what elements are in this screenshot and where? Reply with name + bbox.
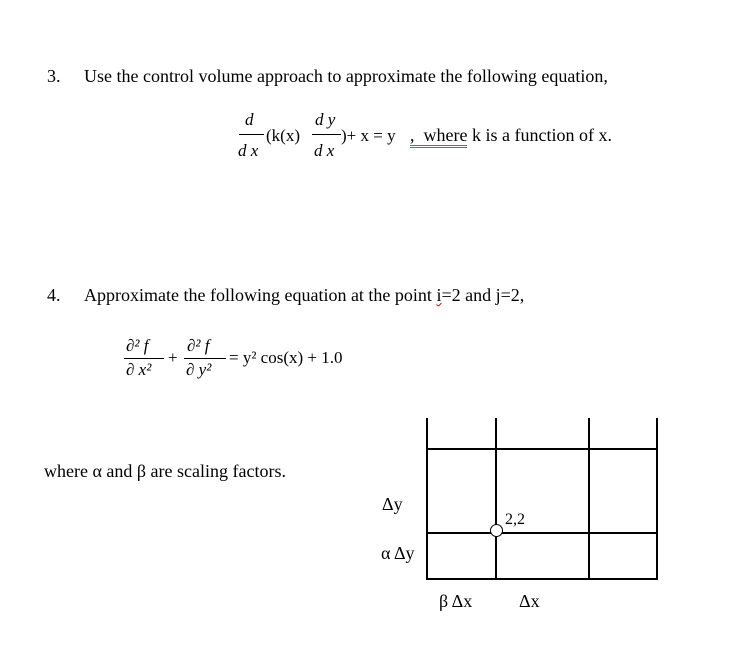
grid-vline-3 [588, 418, 590, 580]
frac2-numerator: ∂² f [187, 336, 210, 355]
dy-label: Δy [382, 494, 403, 514]
ddx-numerator: d [245, 110, 254, 129]
where-word: where [423, 125, 468, 145]
dydx-fraction-line [312, 134, 341, 135]
ddx-fraction-line [239, 134, 264, 135]
i-index: i [436, 285, 442, 305]
equation-rhs: = y² cos(x) + 1.0 [229, 348, 343, 367]
grid-hline-1 [426, 448, 658, 450]
frac2-denominator: ∂ y² [186, 360, 212, 379]
frac1-denominator: ∂ x² [126, 360, 152, 379]
grid-vline-2 [495, 418, 497, 580]
beta-dx-label: β Δx [439, 591, 473, 611]
frac1-numerator: ∂² f [126, 336, 149, 355]
frac1-line [124, 358, 164, 359]
k-term: (k(x) [266, 126, 300, 145]
problem-4-number: 4. [47, 285, 61, 305]
problem-3-text: Use the control volume approach to approximate the following equation, [84, 66, 608, 86]
grid-vline-4 [656, 418, 658, 580]
ddx-denominator: d x [238, 141, 259, 160]
grid-hline-3 [426, 578, 658, 580]
plus-sign: + [168, 348, 178, 367]
dx-label: Δx [519, 591, 540, 611]
equation-rest: )+ x = y [341, 126, 396, 145]
grid-hline-2 [426, 532, 658, 534]
dydx-numerator: d y [315, 110, 336, 129]
alpha-dy-label: α Δy [381, 543, 415, 563]
node-circle-icon [490, 524, 503, 537]
frac2-line [184, 358, 226, 359]
node-label: 2,2 [505, 511, 525, 528]
problem-3-number: 3. [47, 66, 61, 86]
where-clause [410, 125, 612, 146]
problem-4-text: Approximate the following equation at the point i=2 and j=2, [84, 285, 525, 305]
scaling-note: where α and β are scaling factors. [44, 461, 286, 481]
dydx-denominator: d x [314, 141, 335, 160]
comma-underlined: , where [410, 125, 467, 148]
grid-vline-1 [426, 418, 428, 580]
where-tail: k is a function of x. [467, 125, 612, 145]
